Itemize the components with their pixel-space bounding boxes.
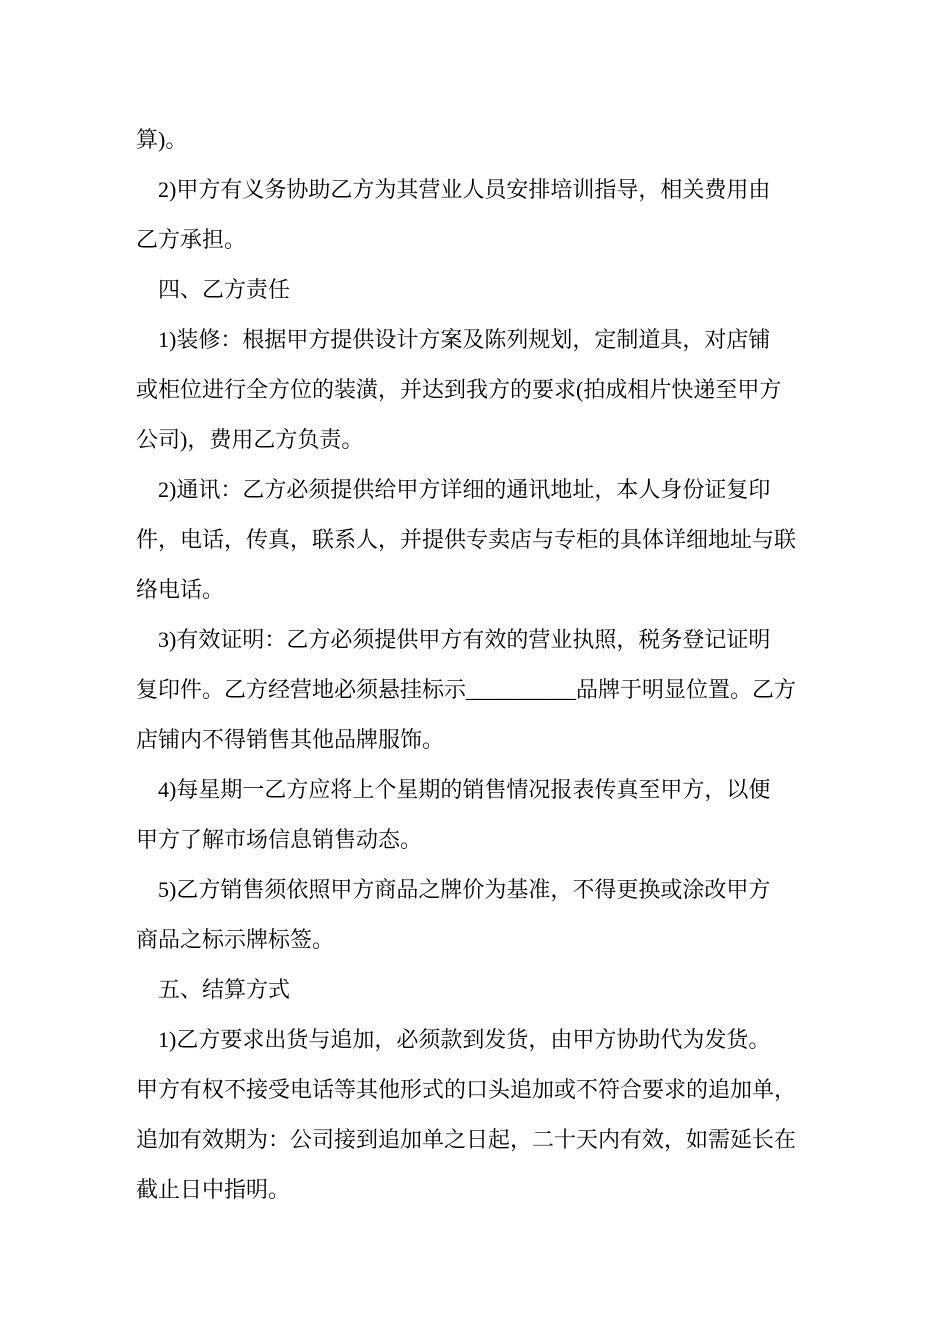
- text-line: 或柜位进行全方位的装潢，并达到我方的要求(拍成相片快递至甲方: [136, 377, 782, 402]
- text-line: 截止日中指明。: [136, 1177, 291, 1202]
- text-line: 追加有效期为：公司接到追加单之日起，二十天内有效，如需延长在: [136, 1127, 797, 1152]
- text-line: 乙方承担。: [136, 227, 247, 252]
- text-line: 1)乙方要求出货与追加，必须款到发货，由甲方协助代为发货。: [158, 1027, 771, 1052]
- text-line: 五、结算方式: [158, 977, 291, 1002]
- text-line: 5)乙方销售须依照甲方商品之牌价为基准，不得更换或涂改甲方: [158, 877, 771, 902]
- text-line: 2)甲方有义务协助乙方为其营业人员安排培训指导，相关费用由: [158, 177, 771, 202]
- text-line: 甲方了解市场信息销售动态。: [136, 827, 423, 852]
- text-line: 件，电话，传真，联系人，并提供专卖店与专柜的具体详细地址与联: [136, 527, 797, 552]
- text-line: 4)每星期一乙方应将上个星期的销售情况报表传真至甲方，以便: [158, 777, 771, 802]
- text-line: 1)装修：根据甲方提供设计方案及陈列规划，定制道具，对店铺: [158, 327, 771, 352]
- text-line: 复印件。乙方经营地必须悬挂标示__________品牌于明显位置。乙方: [136, 677, 797, 702]
- text-line: 商品之标示牌标签。: [136, 927, 335, 952]
- text-line: 甲方有权不接受电话等其他形式的口头追加或不符合要求的追加单，: [136, 1077, 797, 1102]
- text-line: 2)通讯：乙方必须提供给甲方详细的通讯地址，本人身份证复印: [158, 477, 771, 502]
- text-line: 算)。: [136, 127, 188, 152]
- text-line: 公司)，费用乙方负责。: [136, 427, 364, 452]
- document-page: [136, 118, 816, 1218]
- text-line: 3)有效证明：乙方必须提供甲方有效的营业执照，税务登记证明: [158, 627, 771, 652]
- text-line: 店铺内不得销售其他品牌服饰。: [136, 727, 445, 752]
- text-line: 络电话。: [136, 577, 225, 602]
- text-line: 四、乙方责任: [158, 277, 291, 302]
